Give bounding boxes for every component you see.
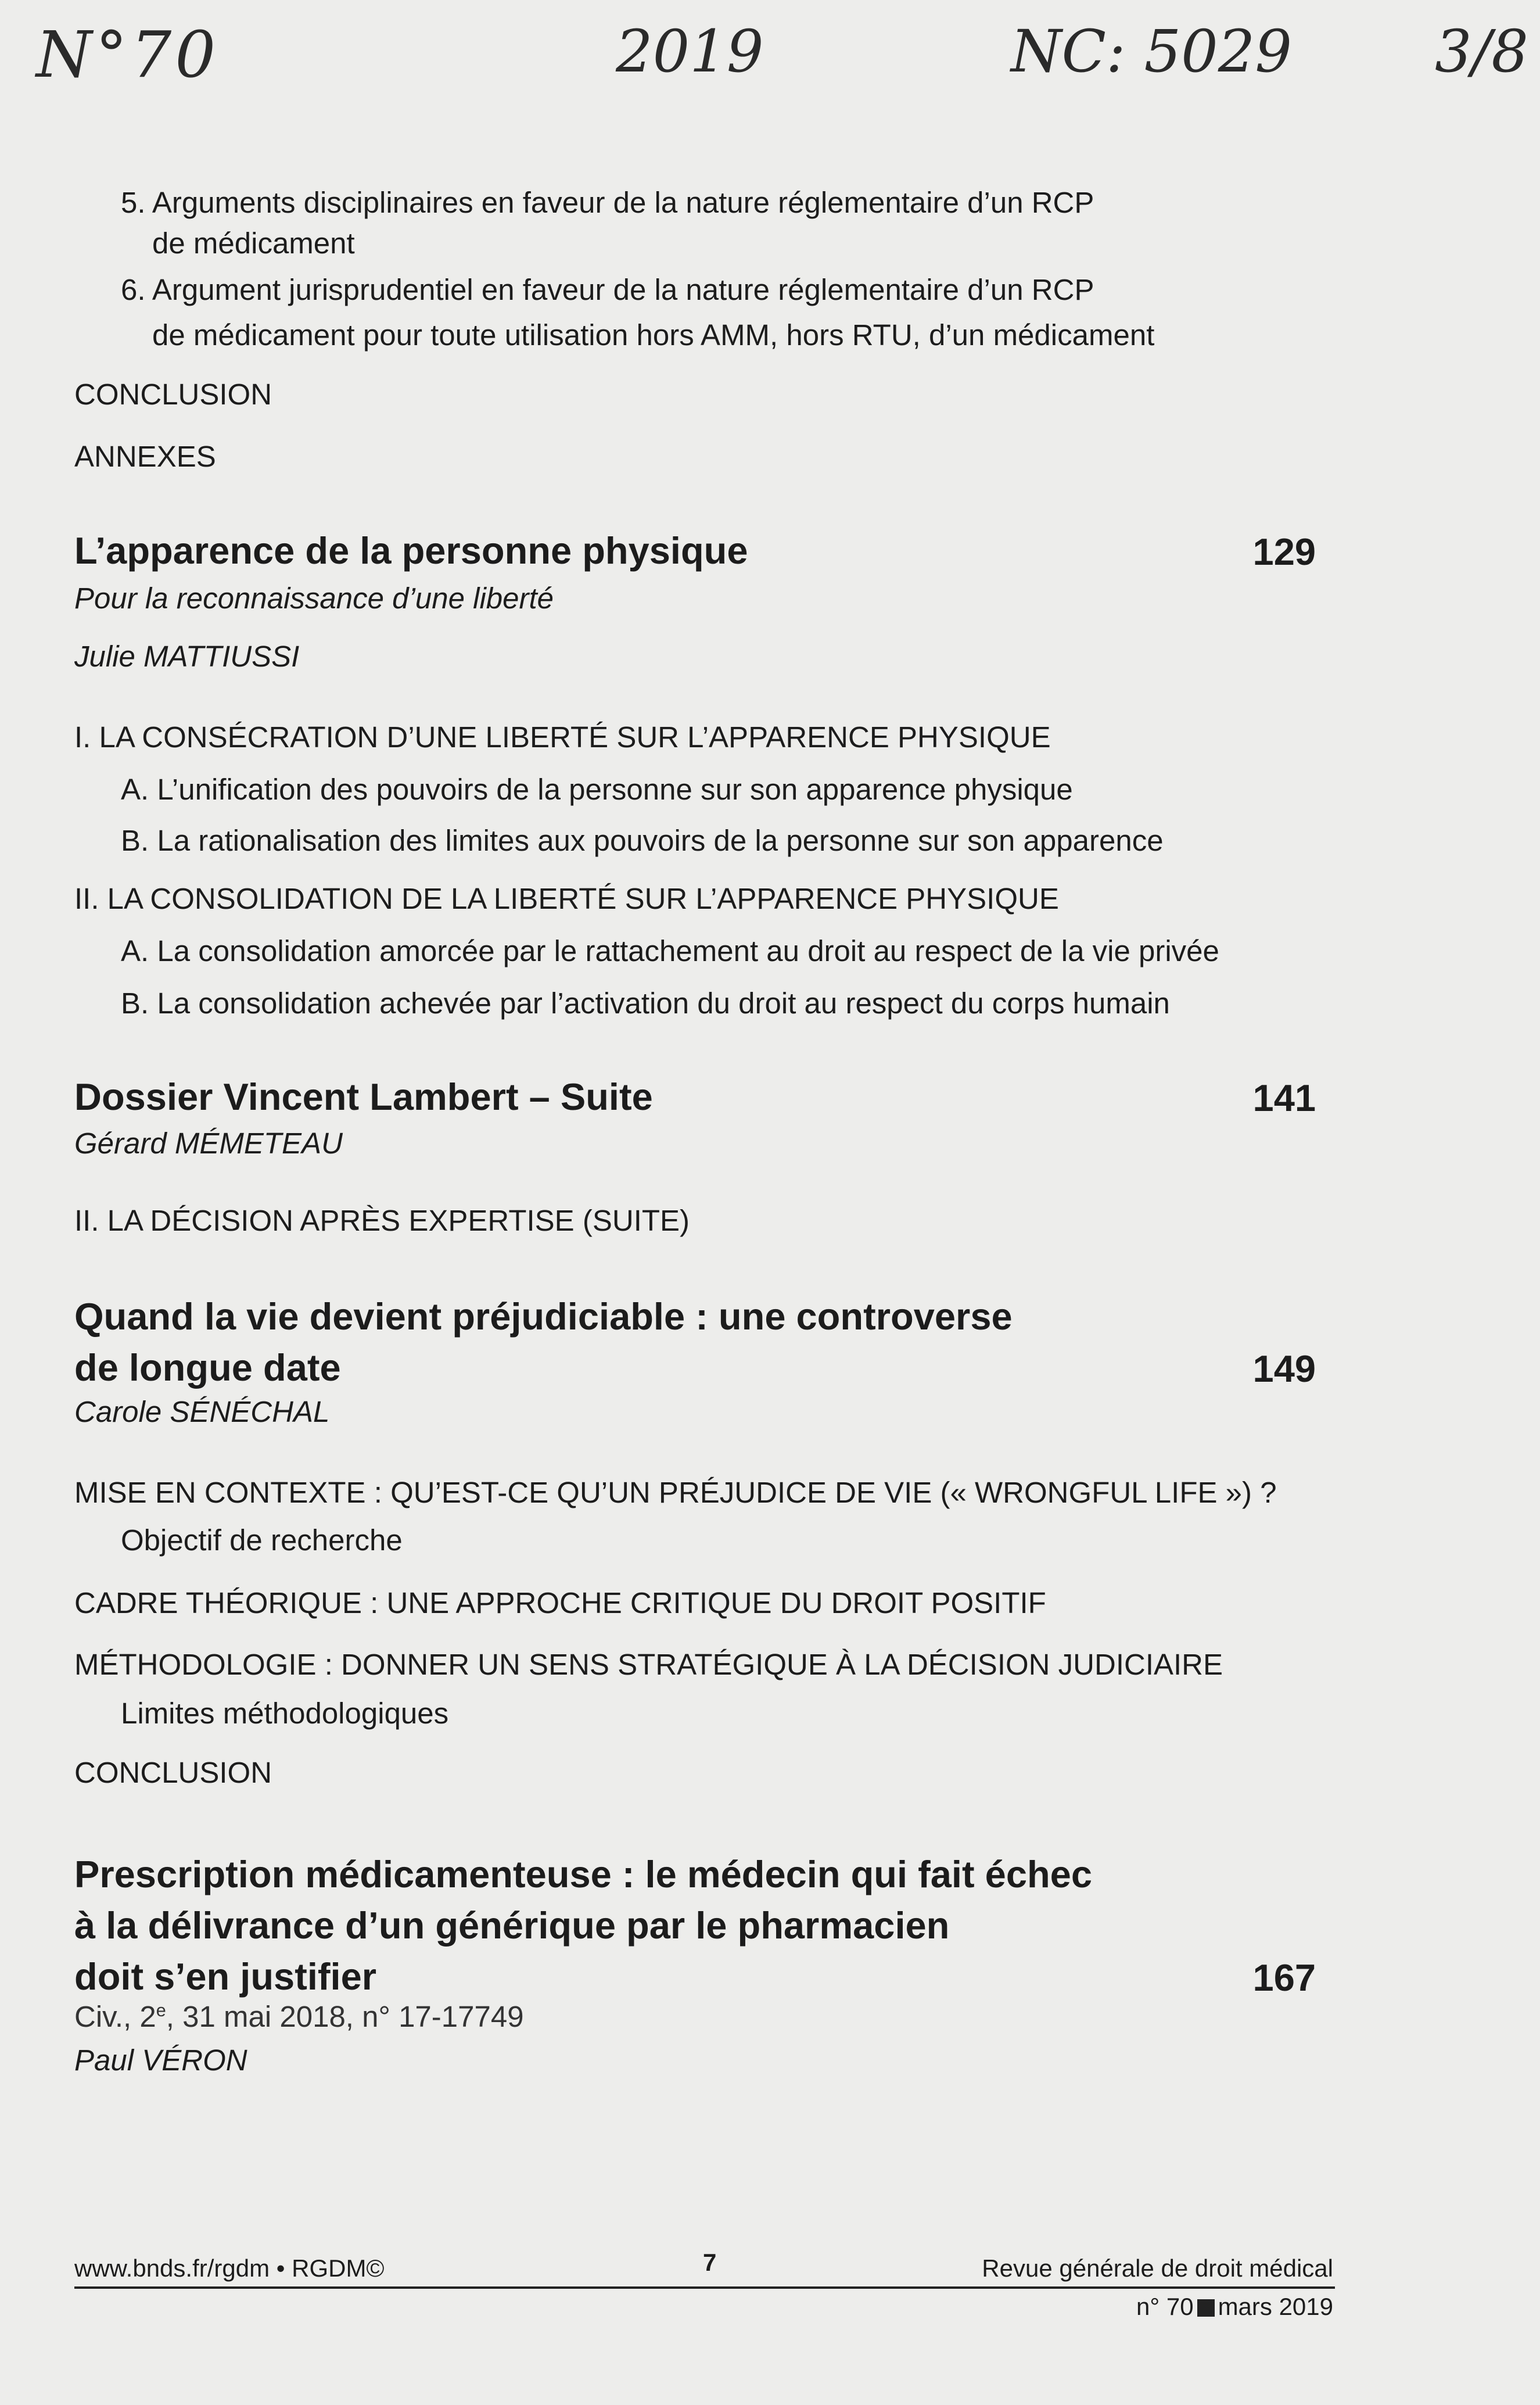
toc-item: A. La consolidation amorcée par le rattachement au droit au respect de la vie privée bbox=[121, 934, 1219, 967]
article-citation: Civ., 2e, 31 mai 2018, n° 17-17749 bbox=[74, 2000, 524, 2033]
toc-item: 5. Arguments disciplinaires en faveur de la nature réglementaire d’un RCP bbox=[121, 186, 1094, 219]
toc-item: ANNEXES bbox=[74, 440, 216, 473]
toc-item: CONCLUSION bbox=[74, 1756, 272, 1789]
footer-issue: n° 70 bbox=[1136, 2293, 1194, 2320]
footer-website bbox=[74, 2255, 384, 2282]
article-title: à la délivrance d’un générique par le pharmacien bbox=[74, 1904, 950, 1947]
article-author: Paul VÉRON bbox=[74, 2044, 247, 2077]
toc-item: Objectif de recherche bbox=[121, 1524, 403, 1557]
handwritten-fraction: 3/8 bbox=[1435, 17, 1528, 85]
footer-page-number: 7 bbox=[703, 2249, 717, 2276]
toc-item: Limites méthodologiques bbox=[121, 1697, 449, 1730]
toc-item: B. La consolidation achevée par l’activation du droit au respect du corps humain bbox=[121, 987, 1170, 1020]
handwritten-issue-number: N°70 bbox=[36, 17, 220, 92]
toc-item: B. La rationalisation des limites aux pouvoirs de la personne sur son apparence bbox=[121, 824, 1164, 857]
article-title: Prescription médicamenteuse : le médecin qui fait échec bbox=[74, 1853, 1092, 1895]
article-page-number: 129 bbox=[1252, 531, 1316, 573]
article-page-number: 141 bbox=[1252, 1077, 1316, 1119]
handwritten-nc-code: NC: 5029 bbox=[1011, 17, 1292, 85]
toc-item: de médicament bbox=[152, 227, 355, 260]
toc-item: I. LA CONSÉCRATION D’UNE LIBERTÉ SUR L’APPARENCE PHYSIQUE bbox=[74, 721, 1051, 754]
toc-item: II. LA CONSOLIDATION DE LA LIBERTÉ SUR L’APPARENCE PHYSIQUE bbox=[74, 882, 1059, 915]
toc-item: MISE EN CONTEXTE : QU’EST-CE QU’UN PRÉJUDICE DE VIE (« WRONGFUL LIFE ») ? bbox=[74, 1476, 1277, 1509]
article-author: Julie MATTIUSSI bbox=[74, 640, 300, 673]
footer-journal: Revue générale de droit médical bbox=[982, 2255, 1333, 2282]
article-author: Gérard MÉMETEAU bbox=[74, 1127, 343, 1160]
article-title: de longue date bbox=[74, 1346, 341, 1389]
article-title: Quand la vie devient préjudiciable : une controverse bbox=[74, 1295, 1013, 1338]
article-title: doit s’en justifier bbox=[74, 1955, 377, 1998]
toc-item: CONCLUSION bbox=[74, 378, 272, 411]
toc-item: MÉTHODOLOGIE : DONNER UN SENS STRATÉGIQUE À LA DÉCISION JUDICIAIRE bbox=[74, 1648, 1223, 1681]
article-title: Dossier Vincent Lambert – Suite bbox=[74, 1076, 653, 1118]
toc-item: A. L’unification des pouvoirs de la personne sur son apparence physique bbox=[121, 773, 1073, 806]
toc-item: de médicament pour toute utilisation hors AMM, hors RTU, d’un médicament bbox=[152, 318, 1155, 352]
toc-item: 6. Argument jurisprudentiel en faveur de la nature réglementaire d’un RCP bbox=[121, 273, 1094, 306]
article-page-number: 167 bbox=[1252, 1956, 1316, 1999]
toc-item: CADRE THÉORIQUE : UNE APPROCHE CRITIQUE DU DROIT POSITIF bbox=[74, 1586, 1046, 1619]
footer-rule bbox=[74, 2286, 1335, 2289]
footer-website-text: www.bnds.fr/rgdm • RGDM© bbox=[74, 2255, 385, 2282]
handwritten-year: 2019 bbox=[616, 17, 764, 85]
article-page-number: 149 bbox=[1252, 1347, 1316, 1390]
article-title: L’apparence de la personne physique bbox=[74, 529, 748, 572]
article-subtitle: Pour la reconnaissance d’une liberté bbox=[74, 582, 554, 615]
toc-item: II. LA DÉCISION APRÈS EXPERTISE (SUITE) bbox=[74, 1204, 690, 1237]
footer-issue-date bbox=[1136, 2293, 1333, 2321]
footer-date: mars 2019 bbox=[1218, 2293, 1333, 2320]
square-bullet-icon bbox=[1197, 2299, 1215, 2317]
article-author: Carole SÉNÉCHAL bbox=[74, 1395, 330, 1428]
